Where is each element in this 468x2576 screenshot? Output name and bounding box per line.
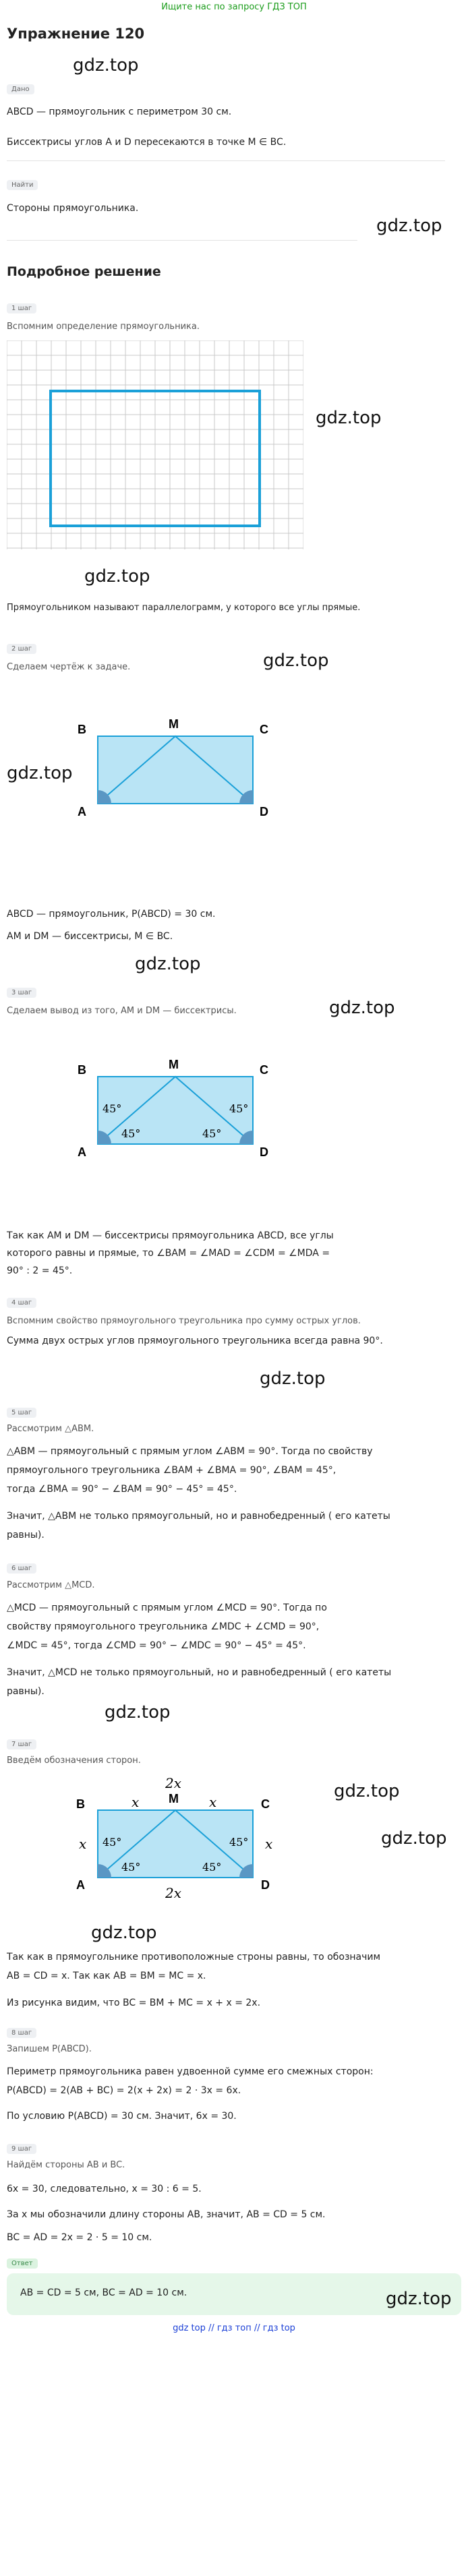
step6-line-2: свойству прямоугольного треугольника ∠MDC + ∠CMD = 90°, bbox=[7, 1621, 320, 1632]
label-a: A bbox=[78, 805, 86, 818]
step9-line-1: 6x = 30, следовательно, x = 30 : 6 = 5. bbox=[7, 2184, 202, 2194]
step7-line-2: AB = CD = x. Так как AB = BM = MC = x. bbox=[7, 1971, 206, 1981]
watermark: gdz.top bbox=[260, 1369, 326, 1389]
find-label: Найти bbox=[7, 177, 38, 190]
label-d: D bbox=[260, 1145, 268, 1159]
label-b: B bbox=[76, 1797, 85, 1811]
step-text: Рассмотрим △ABM. bbox=[7, 1424, 94, 1434]
step7-line-1: Так как в прямоугольнике противоположные строны равны, то обозначим bbox=[7, 1952, 381, 1963]
angle-label: 45° bbox=[202, 1861, 222, 1874]
step-tag: 5 шаг bbox=[7, 1404, 36, 1418]
step-tag: 4 шаг bbox=[7, 1294, 36, 1308]
watermark: gdz.top bbox=[316, 408, 382, 428]
step5-line-1: △ABM — прямоугольный с прямым углом ∠ABM = 90°. Тогда по свойству bbox=[7, 1446, 373, 1457]
label-c: C bbox=[261, 1797, 270, 1811]
page-title: Упражнение 120 bbox=[7, 26, 145, 42]
step9-line-3: BC = AD = 2x = 2 · 5 = 10 см. bbox=[7, 2232, 152, 2243]
step8-line-1: Периметр прямоугольника равен удвоенной сумме его смежных сторон: bbox=[7, 2066, 374, 2077]
step-text: Найдём стороны AB и BC. bbox=[7, 2160, 125, 2170]
step5-line-2: прямоугольного треугольника ∠BAM + ∠BMA = 90°, ∠BAM = 45°, bbox=[7, 1465, 337, 1476]
watermark: gdz.top bbox=[84, 566, 150, 587]
angle-label: 45° bbox=[121, 1127, 141, 1140]
answer-text: AB = CD = 5 см, BC = AD = 10 см. bbox=[20, 2287, 187, 2298]
watermark: gdz.top bbox=[7, 763, 73, 783]
step-tag: 3 шаг bbox=[7, 984, 36, 998]
angle-label: 45° bbox=[103, 1102, 122, 1115]
divider bbox=[7, 160, 445, 161]
side-label-x: x bbox=[209, 1794, 217, 1810]
step8-line-2: P(ABCD) = 2(AB + BC) = 2(x + 2x) = 2 · 3x = 6x. bbox=[7, 2085, 241, 2096]
step-tag: 1 шаг bbox=[7, 300, 36, 313]
top-banner[interactable]: Ищите нас по запросу ГДЗ ТОП bbox=[161, 2, 307, 12]
label-b: B bbox=[78, 1063, 86, 1077]
label-a: A bbox=[76, 1878, 85, 1892]
step6-line-5: равны). bbox=[7, 1686, 45, 1697]
step-tag: 9 шаг bbox=[7, 2140, 36, 2154]
figure-step2 bbox=[67, 708, 283, 829]
step7-line-3: Из рисунка видим, что BC = BM + MC = x + x = 2x. bbox=[7, 1998, 261, 2008]
given-line-2: Биссектрисы углов A и D пересекаются в точке M ∈ BC. bbox=[7, 137, 287, 148]
label-a: A bbox=[78, 1145, 86, 1159]
step-text: Сделаем чертёж к задаче. bbox=[7, 662, 131, 672]
solution-title: Подробное решение bbox=[7, 264, 161, 279]
step8-line-3: По условию P(ABCD) = 30 см. Значит, 6x = 30. bbox=[7, 2111, 237, 2122]
watermark: gdz.top bbox=[73, 55, 139, 76]
side-label-2x: 2x bbox=[165, 1885, 182, 1901]
step9-line-2: За x мы обозначили длину стороны AB, значит, AB = CD = 5 см. bbox=[7, 2209, 326, 2220]
angle-label: 45° bbox=[229, 1102, 249, 1115]
angle-label: 45° bbox=[229, 1836, 249, 1849]
step3-line-3: 90° : 2 = 45°. bbox=[7, 1265, 73, 1276]
step-text: Рассмотрим △MCD. bbox=[7, 1580, 95, 1590]
watermark: gdz.top bbox=[135, 954, 201, 974]
step-tag: 2 шаг bbox=[7, 640, 36, 654]
step4-line-1: Сумма двух острых углов прямоугольного треугольника всегда равна 90°. bbox=[7, 1336, 383, 1346]
step2-line-2: AM и DM — биссектрисы, M ∈ BC. bbox=[7, 931, 173, 942]
watermark: gdz.top bbox=[381, 1828, 447, 1849]
step-tag: 8 шаг bbox=[7, 2025, 36, 2038]
answer-label: Ответ bbox=[7, 2255, 38, 2269]
label-m: M bbox=[169, 1792, 179, 1805]
angle-label: 45° bbox=[202, 1127, 222, 1140]
watermark: gdz.top bbox=[386, 2289, 452, 2309]
step-tag: 6 шаг bbox=[7, 1560, 36, 1574]
step5-line-4: Значит, △ABM не только прямоугольный, но и равнобедренный ( его катеты bbox=[7, 1511, 390, 1522]
find-text: Стороны прямоугольника. bbox=[7, 203, 139, 214]
step2-line-1: ABCD — прямоугольник, P(ABCD) = 30 см. bbox=[7, 909, 216, 920]
step6-line-4: Значит, △MCD не только прямоугольный, но и равнобедренный ( его катеты bbox=[7, 1667, 392, 1678]
watermark: gdz.top bbox=[105, 1702, 171, 1723]
side-label-x: x bbox=[79, 1836, 87, 1852]
step-tag: 7 шаг bbox=[7, 1736, 36, 1749]
label-m: M bbox=[169, 717, 179, 731]
figure-step3 bbox=[67, 1048, 283, 1170]
label-c: C bbox=[260, 723, 268, 736]
footer-link[interactable]: gdz top // гдз топ // гдз top bbox=[173, 2323, 295, 2333]
definition-text: Прямоугольником называют параллелограмм, у которого все углы прямые. bbox=[7, 603, 361, 613]
label-b: B bbox=[78, 723, 86, 736]
angle-label: 45° bbox=[103, 1836, 122, 1849]
step6-line-3: ∠MDC = 45°, тогда ∠CMD = 90° − ∠MDC = 90° − 45° = 45°. bbox=[7, 1640, 306, 1651]
given-line-1: ABCD — прямоугольник с периметром 30 см. bbox=[7, 107, 232, 117]
watermark: gdz.top bbox=[334, 1781, 400, 1801]
grid-figure bbox=[7, 340, 303, 549]
watermark: gdz.top bbox=[263, 651, 329, 671]
angle-label: 45° bbox=[121, 1861, 141, 1874]
label-c: C bbox=[260, 1063, 268, 1077]
watermark: gdz.top bbox=[91, 1923, 157, 1943]
step-text: Запишем P(ABCD). bbox=[7, 2044, 92, 2054]
side-label-x: x bbox=[131, 1794, 140, 1810]
step5-line-5: равны). bbox=[7, 1530, 45, 1540]
side-label-2x: 2x bbox=[165, 1775, 182, 1791]
figure-step7 bbox=[64, 1773, 287, 1908]
label-d: D bbox=[260, 805, 268, 818]
watermark: gdz.top bbox=[329, 998, 395, 1018]
step5-line-3: тогда ∠BMA = 90° − ∠BAM = 90° − 45° = 45°. bbox=[7, 1484, 237, 1495]
side-label-x: x bbox=[265, 1836, 273, 1852]
divider bbox=[7, 240, 357, 241]
step-text: Вспомним свойство прямоугольного треугольника про сумму острых углов. bbox=[7, 1316, 361, 1326]
label-d: D bbox=[261, 1878, 270, 1892]
given-label: Дано bbox=[7, 81, 34, 94]
step3-line-2: которого равны и прямые, то ∠BAM = ∠MAD = ∠CDM = ∠MDA = bbox=[7, 1248, 330, 1259]
rectangle-abcd bbox=[98, 736, 253, 804]
label-m: M bbox=[169, 1058, 179, 1071]
watermark: gdz.top bbox=[376, 216, 442, 236]
step3-line-1: Так как AM и DM — биссектрисы прямоугольника ABCD, все углы bbox=[7, 1230, 334, 1241]
step-text: Сделаем вывод из того, AM и DM — биссектрисы. bbox=[7, 1006, 237, 1016]
step6-line-1: △MCD — прямоугольный с прямым углом ∠MCD = 90°. Тогда по bbox=[7, 1602, 327, 1613]
step-text: Вспомним определение прямоугольника. bbox=[7, 322, 200, 332]
step-text: Введём обозначения сторон. bbox=[7, 1756, 141, 1766]
